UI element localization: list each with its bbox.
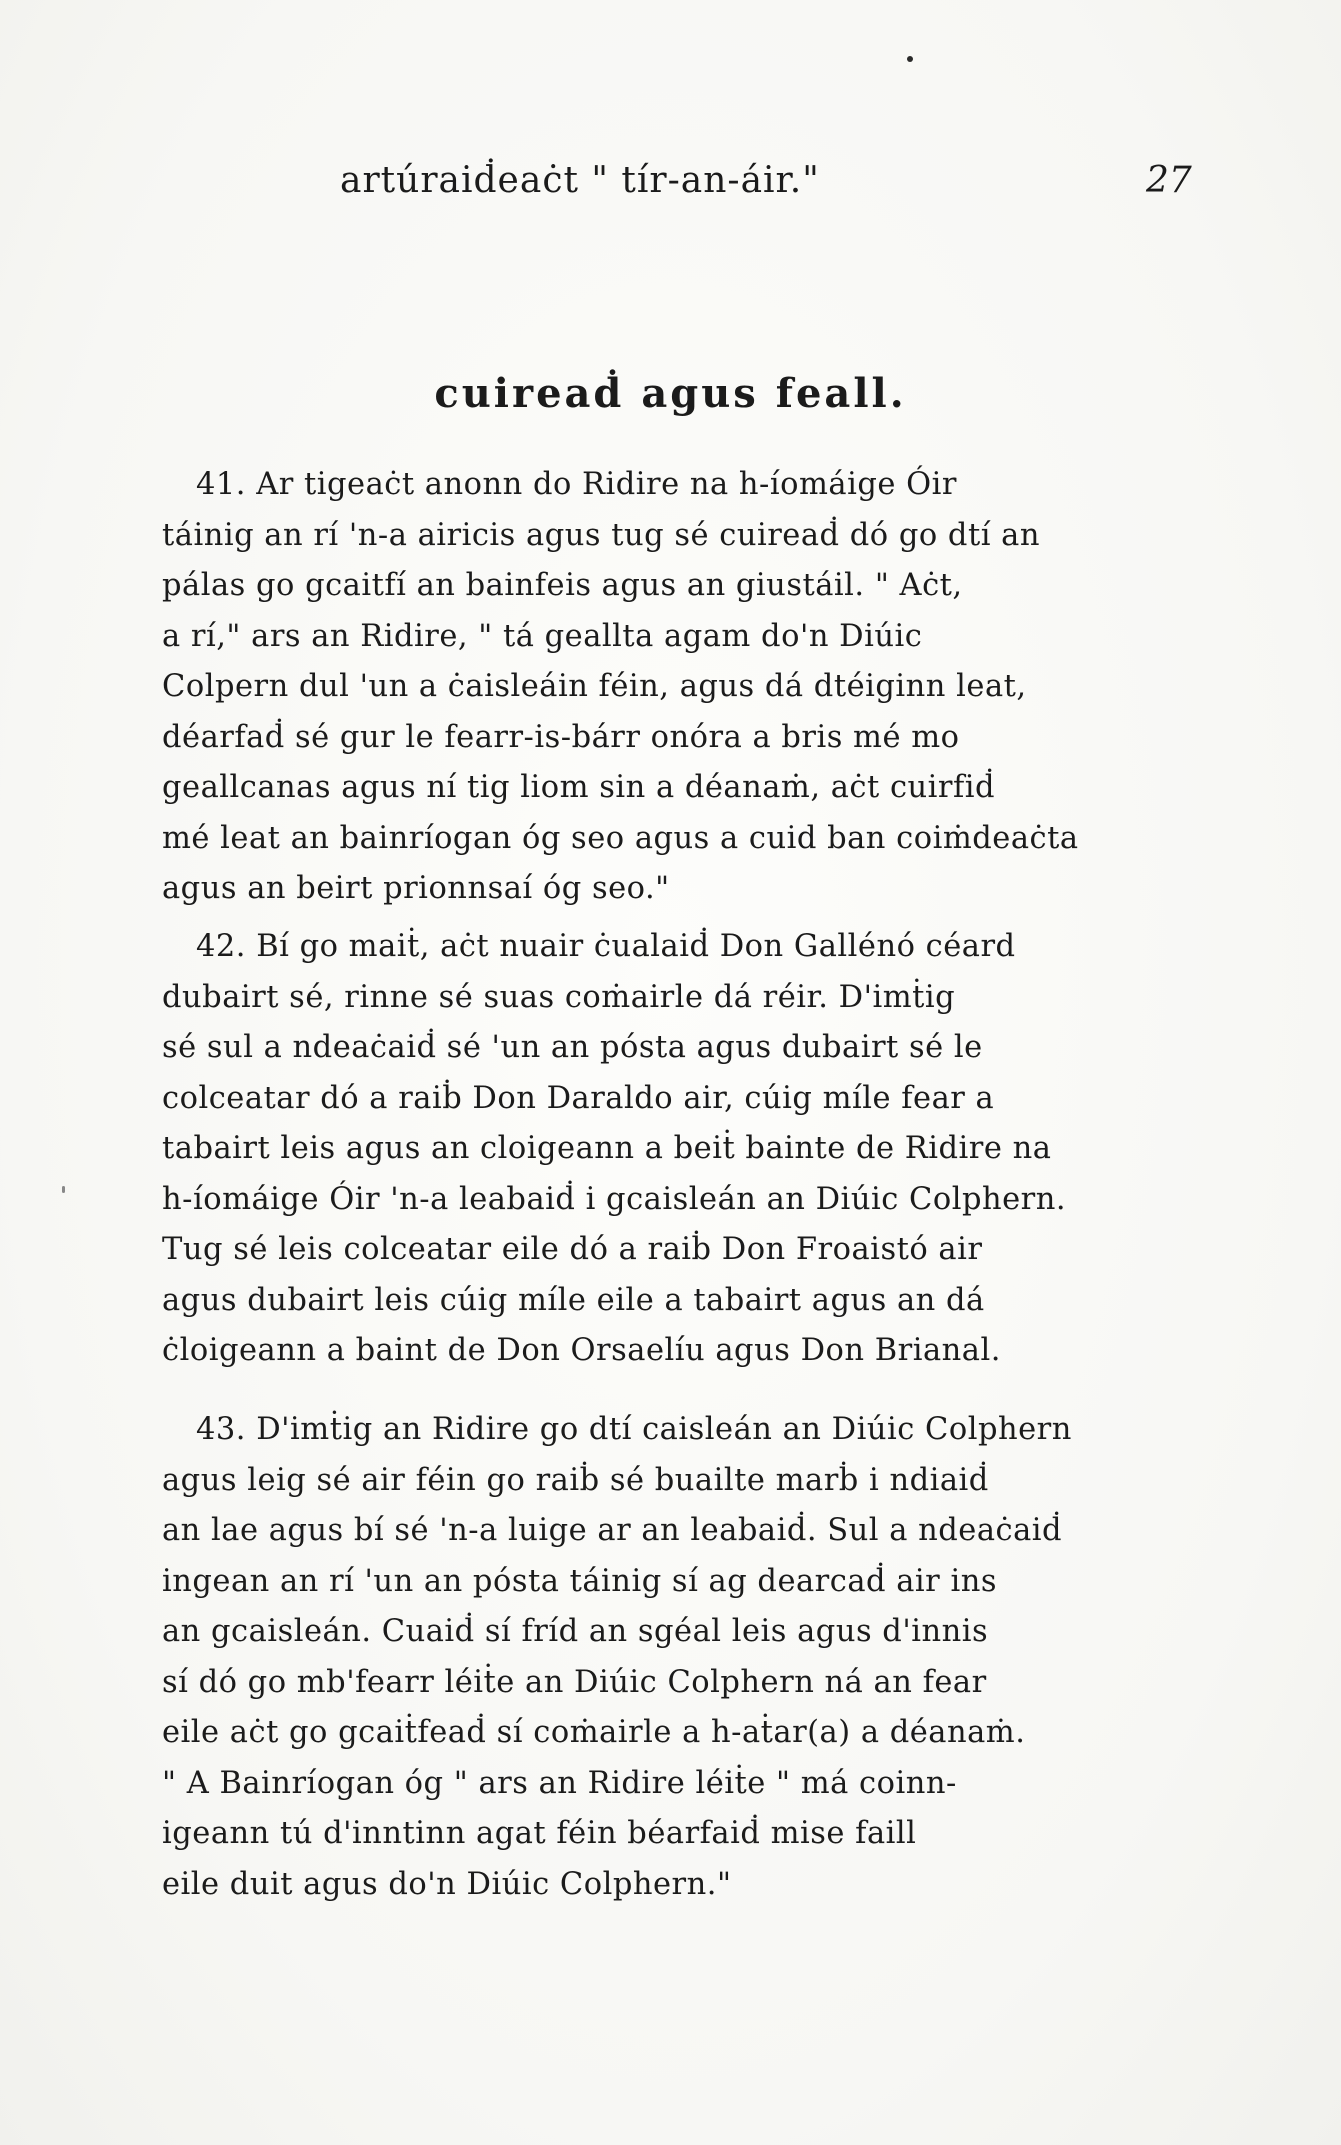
text-line: geallcanas agus ní tig liom sin a déanaṁ, aċt cuirfiḋ xyxy=(162,770,996,805)
text-line: tabairt leis agus an cloigeann a beiṫ bainte de Ridire na xyxy=(162,1131,1052,1166)
text-line: dubairt sé, rinne sé suas coṁairle dá réir. D'imṫig xyxy=(162,979,956,1015)
running-header-title: artúraiḋeaċt " tír-an-áir." xyxy=(340,160,820,201)
text-line: colceatar dó a raiḃ Don Daraldo air, cúig míle fear a xyxy=(162,1080,995,1116)
text-line: " A Bainríogan óg " ars an Ridire léiṫe " má coinn- xyxy=(162,1765,957,1801)
paragraph-43 xyxy=(162,1405,1202,1910)
text-line: agus an beirt prionnsaí óg seo." xyxy=(162,871,670,906)
text-line: sí dó go mb'fearr léiṫe an Diúic Colphern ná an fear xyxy=(162,1664,987,1700)
text-line: ċloigeann a baint de Don Orsaelíu agus Don Brianal. xyxy=(162,1333,1001,1368)
text-line: h-íomáige Óir 'n-a leabaiḋ i gcaisleán an Diúic Colphern. xyxy=(162,1181,1067,1217)
text-line: ingean an rí 'un an pósta táinig sí ag dearcaḋ air ins xyxy=(162,1563,998,1599)
text-line: agus dubairt leis cúig míle eile a tabairt agus an dá xyxy=(162,1282,985,1318)
text-line: déarfaḋ sé gur le fearr-is-bárr onóra a bris mé mo xyxy=(162,719,960,755)
text-line: Colpern dul 'un a ċaisleáin féin, agus dá dtéiginn leat, xyxy=(162,669,1027,704)
text-line: pálas go gcaitfí an bainfeis agus an giustáil. " Aċt, xyxy=(162,568,963,603)
text-line: agus leig sé air féin go raiḃ sé buailte marḃ i ndiaiḋ xyxy=(162,1462,989,1498)
text-line: an lae agus bí sé 'n-a luige ar an leabaiḋ. Sul a ndeaċaiḋ xyxy=(162,1513,1063,1548)
text-line: an gcaisleán. Cuaiḋ sí fríd an sgéal leis agus d'innis xyxy=(162,1614,989,1649)
section-title: cuireaḋ agus feall. xyxy=(434,370,907,417)
text-line: mé leat an bainríogan óg seo agus a cuid ban coiṁdeaċta xyxy=(162,820,1079,856)
text-line: 41. Ar tigeaċt anonn do Ridire na h-íomáige Óir xyxy=(196,467,957,502)
text-line: igeann tú d'inntinn agat féin béarfaiḋ mise faill xyxy=(162,1816,917,1851)
page-number: 27 xyxy=(1146,160,1192,201)
text-line: táinig an rí 'n-a airicis agus tug sé cuireaḋ dó go dtí an xyxy=(162,517,1040,553)
text-line: sé sul a ndeaċaiḋ sé 'un an pósta agus dubairt sé le xyxy=(162,1030,983,1065)
text-line: eile aċt go gcaiṫfeaḋ sí coṁairle a h-aṫar(a) a déanaṁ. xyxy=(162,1715,1026,1750)
text-line: a rí," ars an Ridire, " tá geallta agam do'n Diúic xyxy=(162,618,923,654)
text-line: Tug sé leis colceatar eile dó a raiḃ Don Froaistó air xyxy=(162,1232,983,1267)
text-line: 42. Bí go maiṫ, aċt nuair ċualaiḋ Don Gallénó céard xyxy=(196,929,1016,964)
ink-speck xyxy=(907,56,913,62)
text-line: eile duit agus do'n Diúic Colphern." xyxy=(162,1866,732,1902)
margin-mark xyxy=(62,1186,65,1193)
text-line: 43. D'imṫig an Ridire go dtí caisleán an Diúic Colphern xyxy=(196,1412,1072,1447)
paragraph-41 xyxy=(162,460,1202,915)
paragraph-42 xyxy=(162,922,1202,1377)
